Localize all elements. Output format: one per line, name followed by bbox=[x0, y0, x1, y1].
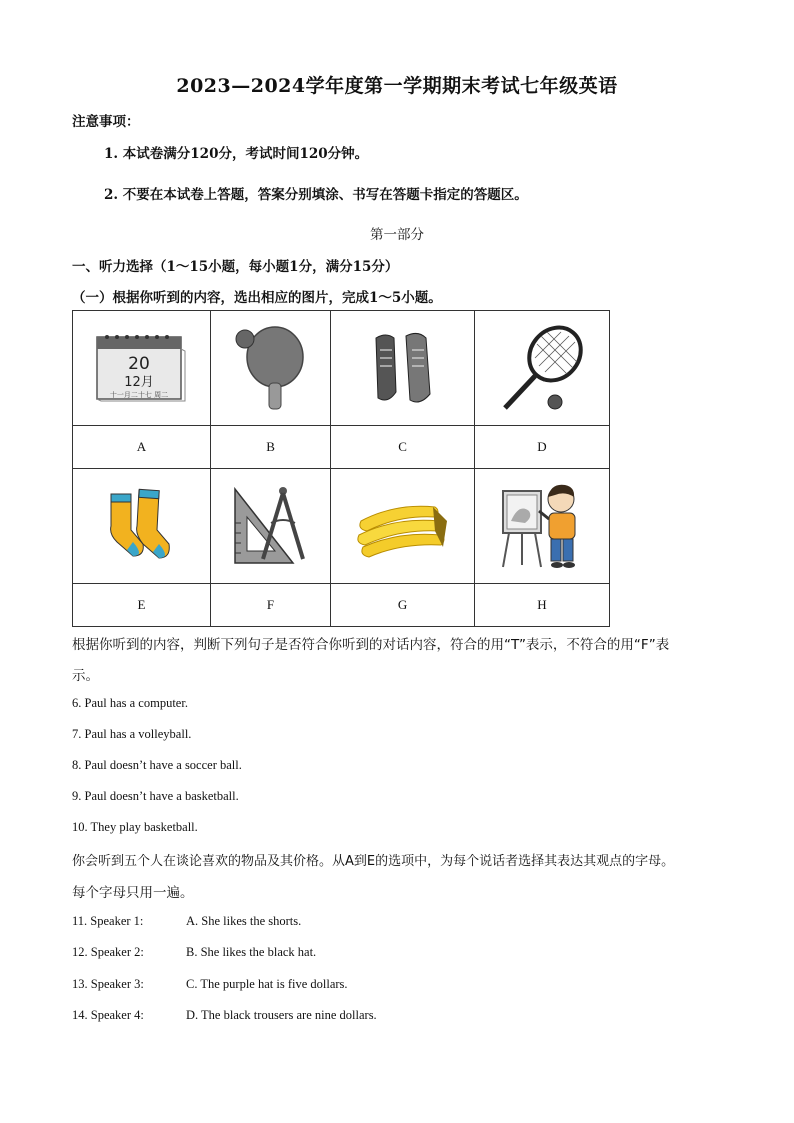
exam-title: 2023—2024学年度第一学期期末考试七年级英语 bbox=[176, 75, 618, 97]
drawing-tools-icon bbox=[231, 483, 311, 569]
picture-row-1 bbox=[73, 311, 610, 426]
part-heading: 第一部分 bbox=[370, 227, 424, 243]
speaker-3-label: 13. Speaker 3: bbox=[72, 977, 144, 991]
socks-icon bbox=[103, 486, 179, 566]
tf-instruction-line-2: 示。 bbox=[72, 668, 99, 684]
match-instruction-line-1: 你会听到五个人在谈论喜欢的物品及其价格。从A到E的选项中，为每个说话者选择其表达其观点的字母。 bbox=[72, 854, 675, 869]
picture-cell-g bbox=[331, 469, 475, 584]
picture-label-b: B bbox=[210, 426, 330, 469]
calendar-month: 12月 bbox=[124, 375, 155, 390]
picture-label-e: E bbox=[73, 584, 211, 627]
picture-label-c: C bbox=[331, 426, 475, 469]
option-b: B. She likes the black hat. bbox=[186, 945, 317, 959]
question-8: 8. Paul doesn’t have a soccer ball. bbox=[72, 758, 242, 772]
calendar-day: 20 bbox=[128, 354, 151, 374]
ping-pong-paddle-icon bbox=[231, 323, 311, 413]
bananas-icon bbox=[355, 491, 451, 561]
notice-item-1: 1. 本试卷满分120分，考试时间120分钟。 bbox=[104, 146, 369, 162]
picture-cell-f bbox=[210, 469, 330, 584]
section1-sub1: （一）根据你听到的内容，选出相应的图片，完成1～5小题。 bbox=[72, 290, 442, 306]
speaker-2-label: 12. Speaker 2: bbox=[72, 945, 144, 959]
picture-label-d: D bbox=[475, 426, 610, 469]
speaker-1-label: 11. Speaker 1: bbox=[72, 914, 144, 928]
question-6: 6. Paul has a computer. bbox=[72, 696, 188, 710]
notice-item-2: 2. 不要在本试卷上答题，答案分别填涂、书写在答题卡指定的答题区。 bbox=[104, 187, 528, 203]
picture-label-a: A bbox=[73, 426, 211, 469]
tf-instruction-line-1: 根据你听到的内容，判断下列句子是否符合你听到的对话内容，符合的用“T”表示，不符合的用“F”表 bbox=[72, 637, 670, 653]
notice-heading: 注意事项： bbox=[72, 114, 140, 130]
picture-cell-b bbox=[210, 311, 330, 426]
question-7: 7. Paul has a volleyball. bbox=[72, 727, 192, 741]
question-10: 10. They play basketball. bbox=[72, 820, 198, 834]
picture-row-2 bbox=[73, 469, 610, 584]
picture-cell-c bbox=[331, 311, 475, 426]
boy-painting-icon bbox=[499, 481, 585, 571]
picture-cell-h bbox=[475, 469, 610, 584]
tennis-racket-icon bbox=[497, 322, 587, 414]
picture-table bbox=[72, 310, 610, 627]
picture-label-g: G bbox=[331, 584, 475, 627]
sneakers-icon bbox=[368, 328, 438, 408]
question-9: 9. Paul doesn’t have a basketball. bbox=[72, 789, 239, 803]
picture-cell-d bbox=[475, 311, 610, 426]
calendar-footer: 十一月二十七 周二 bbox=[110, 391, 169, 399]
label-row-1 bbox=[73, 426, 610, 469]
picture-label-f: F bbox=[210, 584, 330, 627]
option-d: D. The black trousers are nine dollars. bbox=[186, 1008, 377, 1022]
speaker-4-label: 14. Speaker 4: bbox=[72, 1008, 144, 1022]
picture-cell-a bbox=[73, 311, 211, 426]
picture-label-h: H bbox=[475, 584, 610, 627]
option-a: A. She likes the shorts. bbox=[186, 914, 302, 928]
match-instruction-line-2: 每个字母只用一遍。 bbox=[72, 885, 194, 901]
label-row-2 bbox=[73, 584, 610, 627]
section1-heading: 一、听力选择（1～15小题，每小题1分，满分15分） bbox=[72, 259, 399, 275]
calendar-icon bbox=[95, 333, 187, 403]
option-c: C. The purple hat is five dollars. bbox=[186, 977, 348, 991]
picture-cell-e bbox=[73, 469, 211, 584]
